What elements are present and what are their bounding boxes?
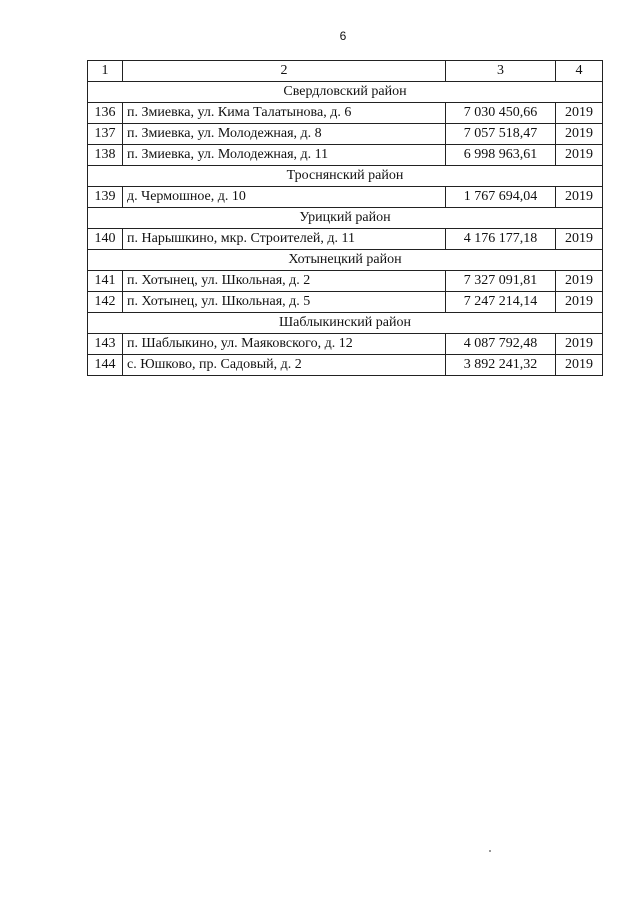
row-number: 140 <box>88 229 123 250</box>
row-year: 2019 <box>556 103 603 124</box>
row-amount: 7 247 214,14 <box>446 292 556 313</box>
district-row <box>88 313 603 334</box>
row-year: 2019 <box>556 229 603 250</box>
district-name: Свердловский район <box>88 82 603 103</box>
registry-table <box>87 60 603 376</box>
row-year: 2019 <box>556 334 603 355</box>
table-row <box>88 124 603 145</box>
district-name: Хотынецкий район <box>88 250 603 271</box>
column-number-1: 1 <box>88 61 123 82</box>
row-year: 2019 <box>556 124 603 145</box>
table-row <box>88 355 603 376</box>
row-amount: 7 057 518,47 <box>446 124 556 145</box>
table-row <box>88 292 603 313</box>
row-amount: 1 767 694,04 <box>446 187 556 208</box>
column-number-3: 3 <box>446 61 556 82</box>
district-row <box>88 208 603 229</box>
row-year: 2019 <box>556 292 603 313</box>
page-number: 6 <box>339 29 347 43</box>
row-address: п. Шаблыкино, ул. Маяковского, д. 12 <box>123 334 446 355</box>
table-row <box>88 271 603 292</box>
row-address: п. Змиевка, ул. Кима Талатынова, д. 6 <box>123 103 446 124</box>
column-number-4: 4 <box>556 61 603 82</box>
row-address: п. Змиевка, ул. Молодежная, д. 11 <box>123 145 446 166</box>
table-row <box>88 145 603 166</box>
district-name: Троснянский район <box>88 166 603 187</box>
district-row <box>88 166 603 187</box>
row-number: 143 <box>88 334 123 355</box>
row-number: 136 <box>88 103 123 124</box>
row-amount: 3 892 241,32 <box>446 355 556 376</box>
row-year: 2019 <box>556 271 603 292</box>
scan-speck <box>489 850 491 852</box>
row-number: 141 <box>88 271 123 292</box>
row-address: с. Юшково, пр. Садовый, д. 2 <box>123 355 446 376</box>
district-row <box>88 250 603 271</box>
row-address: п. Хотынец, ул. Школьная, д. 5 <box>123 292 446 313</box>
row-number: 137 <box>88 124 123 145</box>
column-number-2: 2 <box>123 61 446 82</box>
row-number: 144 <box>88 355 123 376</box>
row-address: п. Хотынец, ул. Школьная, д. 2 <box>123 271 446 292</box>
table-row <box>88 103 603 124</box>
row-amount: 7 030 450,66 <box>446 103 556 124</box>
row-year: 2019 <box>556 187 603 208</box>
row-year: 2019 <box>556 355 603 376</box>
district-name: Урицкий район <box>88 208 603 229</box>
row-year: 2019 <box>556 145 603 166</box>
row-address: п. Змиевка, ул. Молодежная, д. 8 <box>123 124 446 145</box>
table-header-row <box>88 61 603 82</box>
row-amount: 4 176 177,18 <box>446 229 556 250</box>
row-number: 139 <box>88 187 123 208</box>
table-row <box>88 229 603 250</box>
row-number: 142 <box>88 292 123 313</box>
row-amount: 7 327 091,81 <box>446 271 556 292</box>
row-amount: 6 998 963,61 <box>446 145 556 166</box>
district-row <box>88 82 603 103</box>
row-amount: 4 087 792,48 <box>446 334 556 355</box>
row-address: п. Нарышкино, мкр. Строителей, д. 11 <box>123 229 446 250</box>
district-name: Шаблыкинский район <box>88 313 603 334</box>
row-number: 138 <box>88 145 123 166</box>
table-row <box>88 187 603 208</box>
table-row <box>88 334 603 355</box>
row-address: д. Чермошное, д. 10 <box>123 187 446 208</box>
